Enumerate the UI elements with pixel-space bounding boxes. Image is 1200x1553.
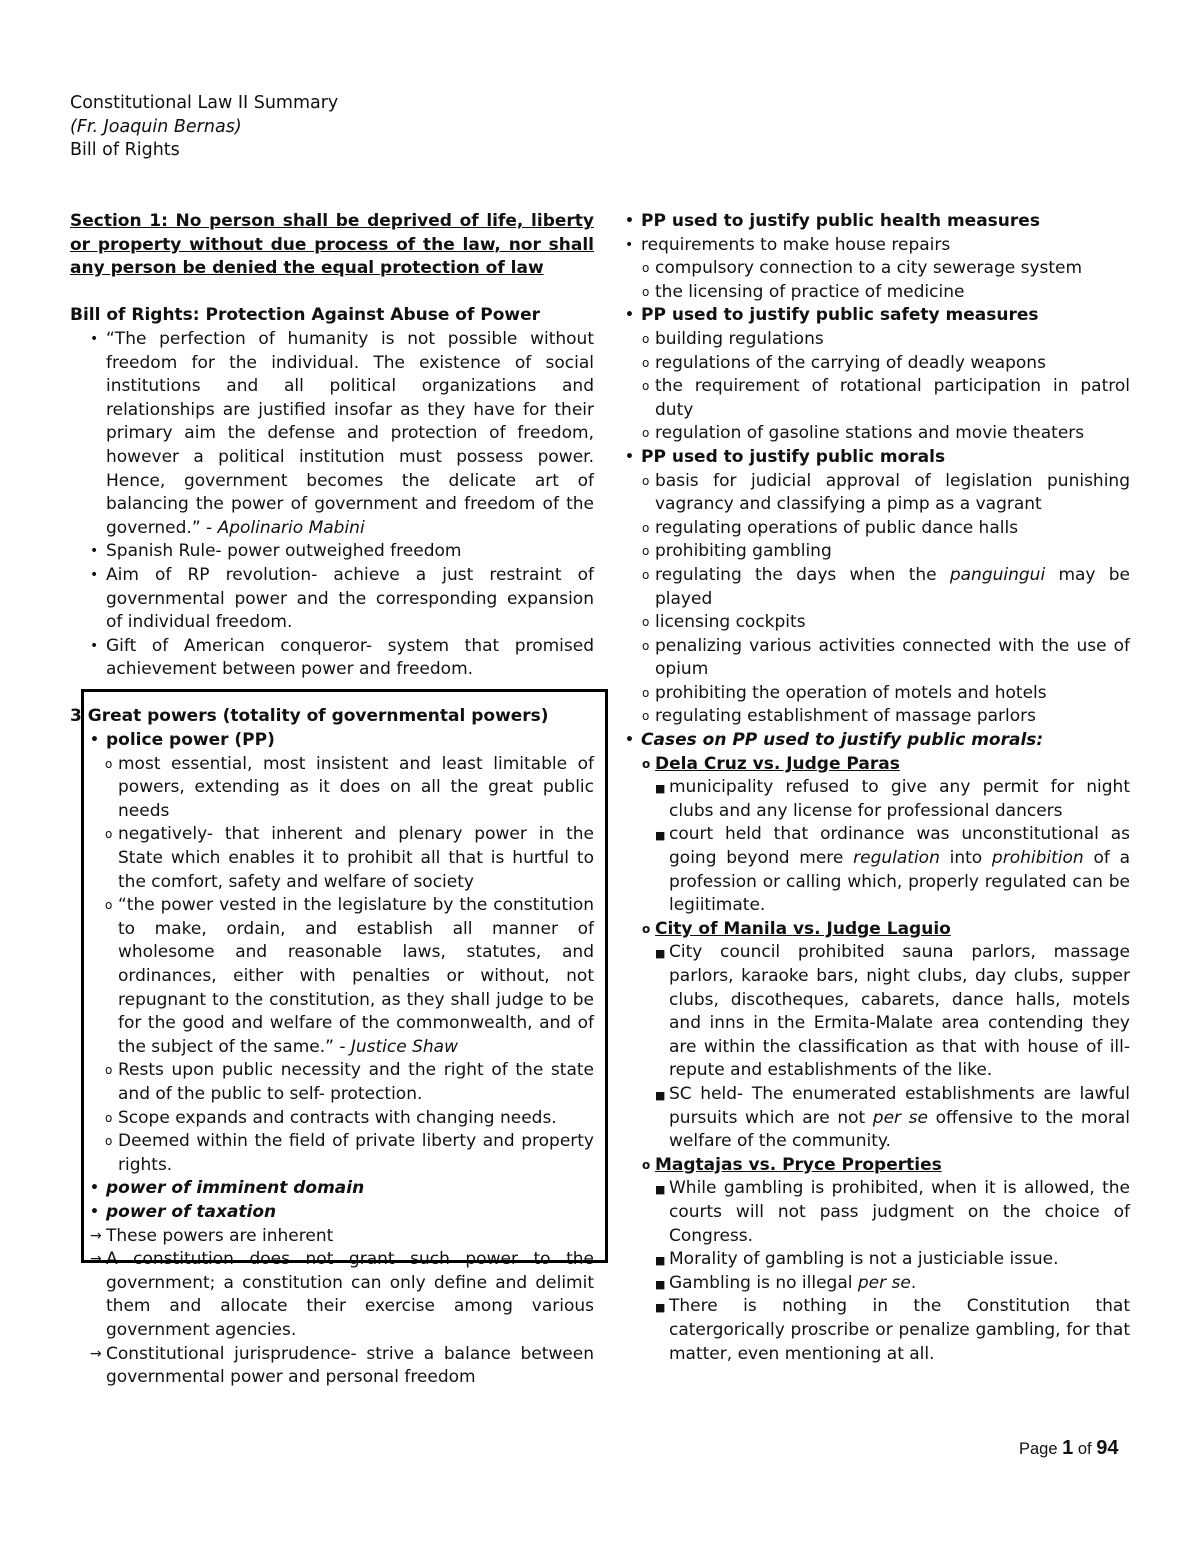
- list-item: ■ Morality of gambling is not a justiciable issue.: [625, 1248, 1130, 1272]
- list-item: • Spanish Rule- power outweighed freedom: [70, 540, 594, 564]
- list-item: ■ City council prohibited sauna parlors, massage parlors, karaoke bars, night clubs, day clubs, supper clubs, discotheques, cabarets, dance halls, motels and inns in the Ermita-Malate area contending they are within the classification as that with house of ill-repute and establishments of the like.: [655, 942, 1130, 1081]
- bullet-icon: •: [625, 448, 634, 465]
- list-item: o prohibiting the operation of motels and hotels: [625, 682, 1130, 706]
- list-item: o regulations of the carrying of deadly weapons: [625, 352, 1130, 376]
- list-item: o the licensing of practice of medicine: [625, 281, 1130, 305]
- circle-bullet-icon: o: [642, 284, 650, 299]
- circle-bullet-icon: o: [642, 921, 651, 936]
- bullet-icon: •: [625, 213, 634, 229]
- bullet-icon: •: [90, 637, 99, 654]
- list-item: • PP used to justify public morals: [625, 446, 1130, 470]
- circle-bullet-icon: o: [105, 827, 113, 842]
- list-item: o regulating establishment of massage parlors: [625, 705, 1130, 729]
- square-bullet-icon: ■: [655, 1088, 666, 1102]
- list-item: o prohibiting gambling: [625, 540, 1130, 564]
- list-item: o building regulations: [625, 328, 1130, 352]
- circle-bullet-icon: o: [105, 1110, 113, 1125]
- case-heading: o Dela Cruz vs. Judge Paras: [625, 753, 1130, 777]
- great-powers-heading: 3 Great powers (totality of governmental powers): [70, 706, 549, 727]
- square-bullet-icon: ■: [655, 782, 666, 796]
- list-item: o regulation of gasoline stations and movie theaters: [625, 422, 1130, 446]
- list-item: ■ There is nothing in the Constitution that catergorically proscribe or penalize gambling, for that matter, even mentioning at all.: [655, 1296, 1130, 1364]
- list-item: → A constitution does not grant such power to the government; a constitution can only define and delimit them and allocate their exercise among various government agencies.: [90, 1249, 594, 1340]
- bullet-icon: •: [90, 1203, 99, 1220]
- list-item: ■ While gambling is prohibited, when it is allowed, the courts will not pass judgment on the choice of Congress.: [655, 1178, 1130, 1246]
- document-subtitle: Bill of Rights: [70, 140, 180, 161]
- case-heading: o City of Manila vs. Judge Laguio: [625, 918, 1130, 942]
- list-item: o Deemed within the field of private liberty and property rights.: [105, 1131, 594, 1175]
- square-bullet-icon: ■: [655, 1277, 666, 1291]
- bullet-icon: •: [90, 566, 99, 583]
- circle-bullet-icon: o: [642, 567, 650, 582]
- list-item: o regulating operations of public dance halls: [625, 517, 1130, 541]
- arrow-icon: →: [90, 1345, 102, 1362]
- bullet-icon: •: [90, 543, 99, 560]
- case-heading: o Magtajas vs. Pryce Properties: [625, 1154, 1130, 1178]
- circle-bullet-icon: o: [642, 638, 650, 653]
- bill-of-rights-heading: Bill of Rights: Protection Against Abuse of Power: [70, 305, 541, 326]
- document-header: [70, 92, 338, 163]
- circle-bullet-icon: o: [642, 426, 650, 441]
- circle-bullet-icon: o: [642, 709, 650, 724]
- list-item: ■ SC held- The enumerated establishments are lawful pursuits which are not per se offensive to the moral welfare of the community.: [655, 1083, 1130, 1152]
- list-item: • power of imminent domain: [70, 1177, 594, 1201]
- list-item: o Rests upon public necessity and the right of the state and of the public to self- protection.: [105, 1060, 594, 1104]
- arrow-icon: →: [90, 1227, 102, 1244]
- circle-bullet-icon: o: [642, 756, 651, 771]
- bullet-icon: •: [625, 236, 634, 253]
- list-item: o most essential, most insistent and least limitable of powers, extending as it does on all the great public needs: [105, 753, 594, 821]
- list-item: o the requirement of rotational participation in patrol duty: [642, 376, 1130, 420]
- circle-bullet-icon: o: [642, 1157, 651, 1172]
- bullet-icon: •: [625, 307, 634, 324]
- list-item: o compulsory connection to a city sewerage system: [625, 257, 1130, 281]
- list-item: o “the power vested in the legislature by the constitution to make, ordain, and establish all manner of wholesome and reasonable laws, statutes, and ordinances, either with penalties or without, not repugnant to the constitution, as they shall judge to be for the good and welfare of the commonwealth, and of the subject of the same.” - Justice Shaw: [105, 895, 594, 1057]
- list-item: ■ municipality refused to give any permit for night clubs and any license for professional dancers: [655, 777, 1130, 821]
- list-item: o basis for judicial approval of legislation punishing vagrancy and classifying a pimp as a vagrant: [642, 470, 1130, 515]
- list-item: → These powers are inherent: [70, 1225, 594, 1249]
- list-item: → Constitutional jurisprudence- strive a balance between governmental power and personal freedom: [90, 1343, 594, 1388]
- right-column: [625, 210, 1130, 1366]
- left-column: [70, 210, 594, 1390]
- square-bullet-icon: ■: [655, 1183, 666, 1197]
- bullet-icon: •: [90, 732, 99, 749]
- list-item: o penalizing various activities connected with the use of opium: [642, 635, 1130, 680]
- list-item: o Scope expands and contracts with changing needs.: [70, 1107, 594, 1131]
- list-item: • requirements to make house repairs: [625, 234, 1130, 258]
- list-item: o regulating the days when the panguingui may be played: [642, 564, 1130, 609]
- document-title: Constitutional Law II Summary: [70, 93, 339, 113]
- square-bullet-icon: ■: [655, 829, 666, 843]
- bullet-icon: •: [90, 330, 99, 347]
- square-bullet-icon: ■: [655, 1254, 666, 1268]
- document-author: (Fr. Joaquin Bernas): [70, 116, 242, 137]
- arrow-icon: →: [90, 1251, 102, 1268]
- circle-bullet-icon: o: [642, 261, 650, 276]
- circle-bullet-icon: o: [642, 473, 650, 488]
- circle-bullet-icon: o: [642, 520, 650, 535]
- list-item: o licensing cockpits: [625, 611, 1130, 635]
- bullet-icon: •: [90, 1180, 99, 1197]
- circle-bullet-icon: o: [642, 685, 650, 700]
- list-item: • police power (PP): [70, 729, 594, 753]
- circle-bullet-icon: o: [105, 1063, 113, 1078]
- list-item: • PP used to justify public health measures: [625, 210, 1130, 234]
- circle-bullet-icon: o: [642, 615, 650, 630]
- list-item: • Gift of American conqueror- system that promised achievement between power and freedom.: [90, 635, 594, 680]
- section-1-heading: Section 1: No person shall be deprived of life, liberty or property without due process of the law, nor shall any person be denied the equal protection of law: [70, 211, 594, 279]
- page-number: Page 1 of 94: [1019, 1437, 1119, 1459]
- list-item: • Cases on PP used to justify public morals:: [625, 729, 1130, 753]
- square-bullet-icon: ■: [655, 947, 666, 961]
- circle-bullet-icon: o: [105, 1134, 113, 1149]
- list-item: • power of taxation: [70, 1201, 594, 1225]
- list-item: • Aim of RP revolution- achieve a just restraint of governmental power and the corresponding expansion of individual freedom.: [90, 564, 594, 633]
- list-item: ■ Gambling is no illegal per se.: [625, 1272, 1130, 1296]
- circle-bullet-icon: o: [642, 355, 650, 370]
- circle-bullet-icon: o: [105, 898, 113, 913]
- circle-bullet-icon: o: [642, 379, 650, 394]
- list-item: • “The perfection of humanity is not possible without freedom for the individual. The existence of social institutions and all political organizations and relationships are justified insofar as they have for their primary aim the defense and protection of freedom, however a political institution must possess power. Hence, government becomes the delicate art of balancing the power of government and freedom of the governed.” - Apolinario Mabini: [90, 328, 594, 538]
- list-item: o negatively- that inherent and plenary power in the State which enables it to prohibit all that is hurtful to the comfort, safety and welfare of society: [105, 824, 594, 892]
- list-item: • PP used to justify public safety measures: [625, 304, 1130, 328]
- bullet-icon: •: [625, 732, 634, 749]
- list-item: ■ court held that ordinance was unconstitutional as going beyond mere regulation into prohibition of a profession or calling which, properly regulated can be legiitimate.: [655, 824, 1130, 916]
- square-bullet-icon: ■: [655, 1301, 666, 1315]
- circle-bullet-icon: o: [642, 331, 650, 346]
- circle-bullet-icon: o: [642, 544, 650, 559]
- circle-bullet-icon: o: [105, 756, 113, 771]
